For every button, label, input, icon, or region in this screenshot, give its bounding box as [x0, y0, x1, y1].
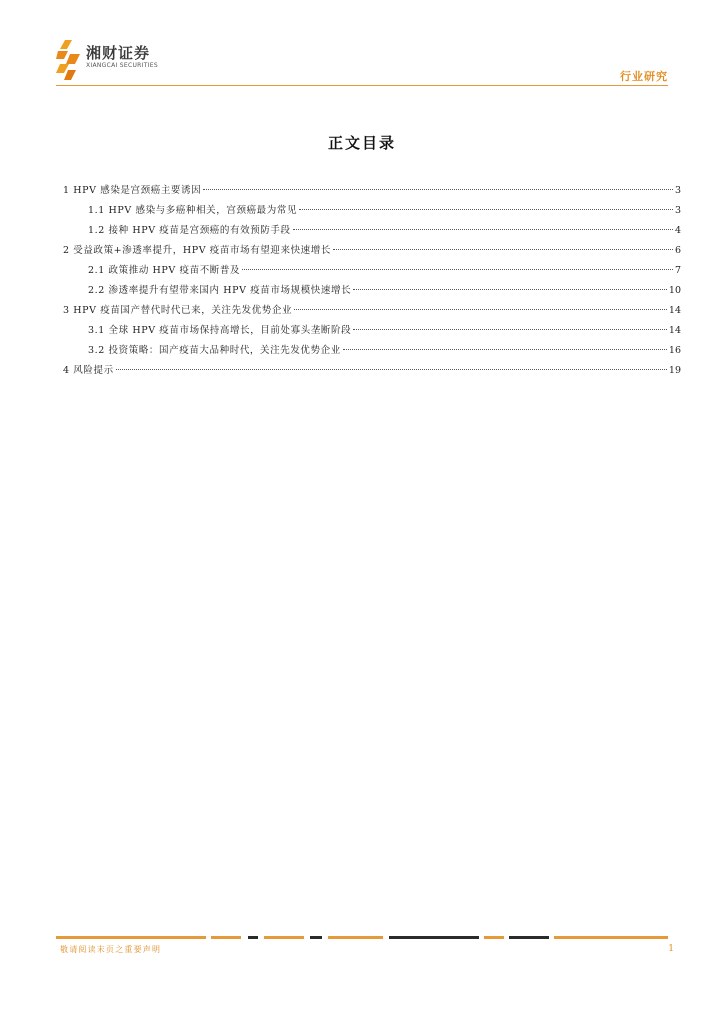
logo-english-name: XIANGCAI SECURITIES: [86, 62, 158, 69]
header-divider: [56, 85, 668, 86]
toc-entry-page: 3: [674, 185, 681, 196]
toc-entry-page: 10: [668, 285, 681, 296]
toc-leader-dots: [293, 229, 673, 230]
toc-entry-label: 1 HPV 感染是宫颈癌主要诱因: [63, 185, 202, 196]
toc-leader-dots: [116, 369, 667, 370]
toc-entry[interactable]: [63, 281, 681, 301]
page-header: [0, 0, 724, 90]
footer-decorative-bar: [56, 936, 668, 939]
toc-entry[interactable]: [63, 321, 681, 341]
toc-entry[interactable]: [63, 301, 681, 321]
toc-entry[interactable]: [63, 221, 681, 241]
company-logo: [56, 40, 186, 80]
toc-entry[interactable]: [63, 201, 681, 221]
toc-entry-label: 4 风险提示: [63, 365, 114, 376]
toc-entry-label: 2 受益政策+渗透率提升，HPV 疫苗市场有望迎来快速增长: [63, 245, 331, 256]
toc-title: 正文目录: [327, 134, 396, 152]
toc-entry-label: 3.1 全球 HPV 疫苗市场保持高增长，目前处寡头垄断阶段: [88, 325, 352, 336]
toc-leader-dots: [353, 289, 667, 290]
toc-entry-page: 7: [674, 265, 681, 276]
table-of-contents: [63, 181, 681, 381]
toc-entry-label: 2.2 渗透率提升有望带来国内 HPV 疫苗市场规模快速增长: [88, 285, 352, 296]
toc-entry-page: 3: [674, 205, 681, 216]
toc-leader-dots: [353, 329, 667, 330]
page-number: 1: [668, 944, 674, 954]
toc-leader-dots: [299, 209, 673, 210]
toc-entry[interactable]: [63, 261, 681, 281]
toc-entry[interactable]: [63, 361, 681, 381]
toc-entry-label: 3 HPV 疫苗国产替代时代已来，关注先发优势企业: [63, 305, 293, 316]
toc-entry-label: 1.1 HPV 感染与多癌种相关，宫颈癌最为常见: [88, 205, 298, 216]
report-category-label: 行业研究: [620, 70, 668, 83]
toc-leader-dots: [203, 189, 673, 190]
logo-chinese-name: 湘财证券: [86, 44, 151, 62]
toc-entry[interactable]: [63, 181, 681, 201]
toc-entry-label: 1.2 接种 HPV 疫苗是宫颈癌的有效预防手段: [88, 225, 291, 236]
toc-entry-label: 3.2 投资策略：国产疫苗大品种时代，关注先发优势企业: [88, 345, 341, 356]
toc-entry-page: 14: [668, 325, 681, 336]
toc-entry-page: 4: [674, 225, 681, 236]
toc-entry-label: 2.1 政策推动 HPV 疫苗不断普及: [88, 265, 241, 276]
xiangcai-logo-icon: [56, 40, 80, 80]
toc-entry[interactable]: [63, 341, 681, 361]
toc-leader-dots: [294, 309, 667, 310]
toc-entry[interactable]: [63, 241, 681, 261]
footer-disclaimer: 敬请阅读末页之重要声明: [60, 945, 162, 954]
toc-leader-dots: [333, 249, 673, 250]
toc-entry-page: 6: [674, 245, 681, 256]
toc-entry-page: 19: [668, 365, 681, 376]
toc-leader-dots: [242, 269, 673, 270]
toc-entry-page: 16: [668, 345, 681, 356]
toc-leader-dots: [343, 349, 667, 350]
toc-entry-page: 14: [668, 305, 681, 316]
